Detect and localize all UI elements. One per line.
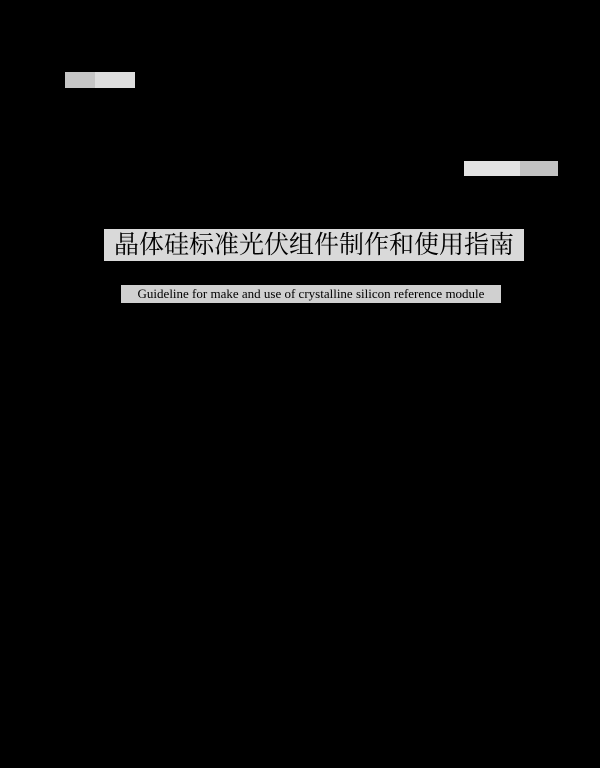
header-left-redaction-segment-2 <box>95 72 135 88</box>
document-subtitle-english: Guideline for make and use of crystalline silicon reference module <box>121 285 501 303</box>
header-right-redaction-segment-1 <box>464 161 520 176</box>
header-left-redaction <box>65 72 135 88</box>
header-left-redaction-segment-1 <box>65 72 95 88</box>
document-title-chinese: 晶体硅标准光伏组件制作和使用指南 <box>104 229 524 261</box>
header-right-redaction-segment-2 <box>520 161 558 176</box>
header-right-redaction <box>464 161 558 176</box>
